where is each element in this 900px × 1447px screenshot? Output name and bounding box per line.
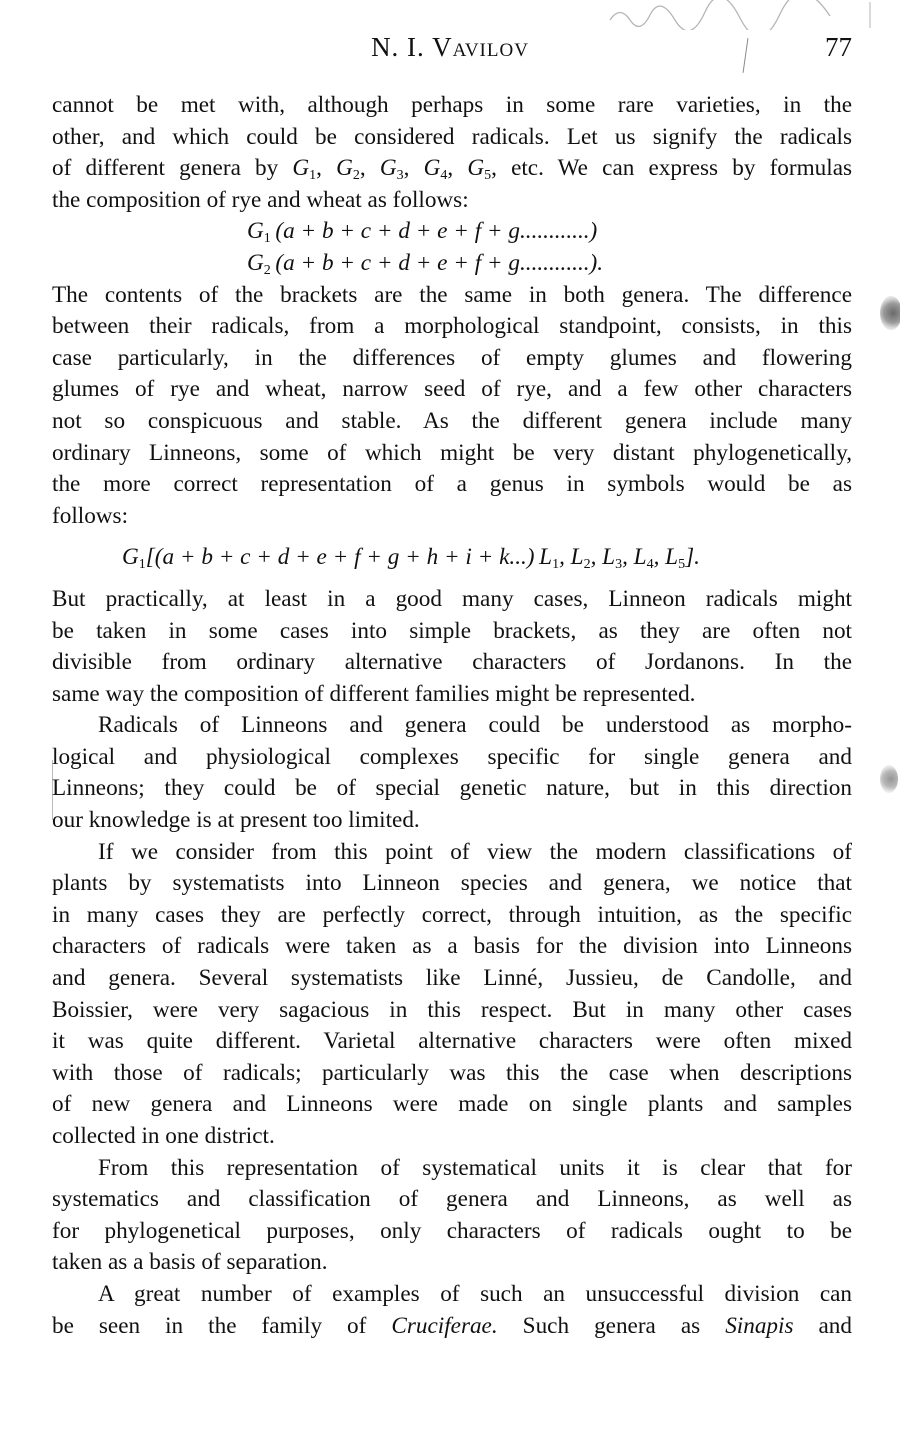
text-line: be taken in some cases into simple brackets, as they are often not (52, 617, 852, 644)
text-line: case particularly, in the differences of empty glumes and flowering (52, 344, 852, 371)
running-head: N. I. Vavilov (371, 32, 529, 62)
text-run: , etc. We can express by formulas (491, 155, 853, 182)
text-run: of different genera by (52, 155, 293, 182)
text-line: cannot be met with, although perhaps in some rare varieties, in the (52, 92, 852, 118)
text-line: If we consider from this point of view the modern classifications of (98, 838, 852, 865)
text-line: A great number of examples of such an unsuccessful division can (98, 1280, 852, 1307)
text-line: in many cases they are perfectly correct, through intuition, as the specific (52, 901, 852, 928)
text-line: logical and physiological complexes specific for single genera and (52, 743, 852, 770)
text-line: same way the composition of different families might be represented. (52, 680, 696, 707)
text-line: systematics and classification of genera and Linneons, as well as (52, 1186, 852, 1213)
text-line: plants by systematists into Linneon species and genera, we notice that (52, 870, 852, 897)
paragraph (52, 837, 852, 1153)
text-line: between their radicals, from a morphological standpoint, consists, in this (52, 313, 852, 340)
page-number: 77 (825, 32, 852, 62)
text-line: our knowledge is at present too limited. (52, 807, 420, 834)
text-line: of different genera by $G_1$, $G_2$, $G_3$, $G_4$, $G_5$, etc. We can express by formulas (52, 155, 853, 184)
text-line: be seen in the family of Cruciferae. Such genera as Sinapis and (52, 1312, 852, 1339)
text-line: taken as a basis of separation. (52, 1249, 328, 1276)
text-line: ordinary Linneons, some of which might be very distant phylogenetically, (52, 439, 852, 466)
text-line: other, and which could be considered radicals. Let us signify the radicals (52, 123, 852, 150)
text-line: The contents of the brackets are the same in both genera. The difference (52, 281, 852, 308)
text-line: characters of radicals were taken as a basis for the division into Linneons (52, 933, 852, 960)
paragraph (52, 710, 852, 836)
page-header (0, 32, 900, 72)
text-line: Radicals of Linneons and genera could be understood as morpho- (98, 712, 852, 739)
margin-ink-mark (880, 296, 900, 330)
text-line: for phylogenetical purposes, only characters of radicals ought to be (52, 1217, 852, 1244)
text-line: But practically, at least in a good many cases, Linneon radicals might (52, 585, 852, 612)
symbol-g3: $G_3$ (379, 155, 404, 184)
text-line: the composition of rye and wheat as follows: (52, 186, 469, 213)
text-line: Boissier, were very sagacious in this respect. But in many other cases (52, 996, 852, 1023)
formula-genus: $G_1[(a + b + c + d + e + f + g + h + i + k...)$ $L_1$, $L_2$, $L_3$, $L_4$, $L_5$]. (122, 544, 700, 573)
text-line: with those of radicals; particularly was this the case when descriptions (52, 1059, 852, 1086)
symbol-g2: $G_2$ (336, 155, 360, 184)
body-text (52, 90, 852, 1342)
taxon-cruciferae: Cruciferae. (391, 1312, 498, 1339)
formula-wheat: $G_2$ (a + b + c + d + e + f + g............). (247, 249, 604, 278)
paragraph (52, 90, 852, 280)
taxon-sinapis: Sinapis (725, 1312, 794, 1339)
paragraph (52, 280, 852, 574)
symbol-g5: $G_5$ (467, 155, 492, 184)
pencil-scribble-icon (600, 0, 880, 30)
text-line: of new genera and Linneons were made on single plants and samples (52, 1091, 852, 1118)
text-line: not so conspicuous and stable. As the different genera include many (52, 407, 852, 434)
text-line: glumes of rye and wheat, narrow seed of rye, and a few other characters (52, 376, 852, 403)
text-line: divisible from ordinary alternative characters of Jordanons. In the (52, 649, 852, 676)
margin-ink-mark (880, 765, 898, 793)
text-line: Linneons; they could be of special genetic nature, but in this direction (52, 775, 852, 802)
pencil-annotation (600, 0, 880, 30)
text-line: follows: (52, 502, 129, 529)
text-line: and genera. Several systematists like Linné, Jussieu, de Candolle, and (52, 965, 852, 992)
paragraph (52, 584, 852, 710)
paragraph (52, 1153, 852, 1279)
paragraph (52, 1279, 852, 1342)
formula-rye: $G_1$ (a + b + c + d + e + f + g............) (247, 218, 598, 247)
text-line: it was quite different. Varietal alternative characters were often mixed (52, 1028, 852, 1055)
text-line: From this representation of systematical units it is clear that for (98, 1154, 852, 1181)
text-line: collected in one district. (52, 1123, 275, 1149)
text-line: the more correct representation of a genus in symbols would be as (52, 471, 852, 498)
symbol-g4: $G_4$ (423, 155, 448, 184)
symbol-g1: $G_1$ (292, 155, 317, 184)
